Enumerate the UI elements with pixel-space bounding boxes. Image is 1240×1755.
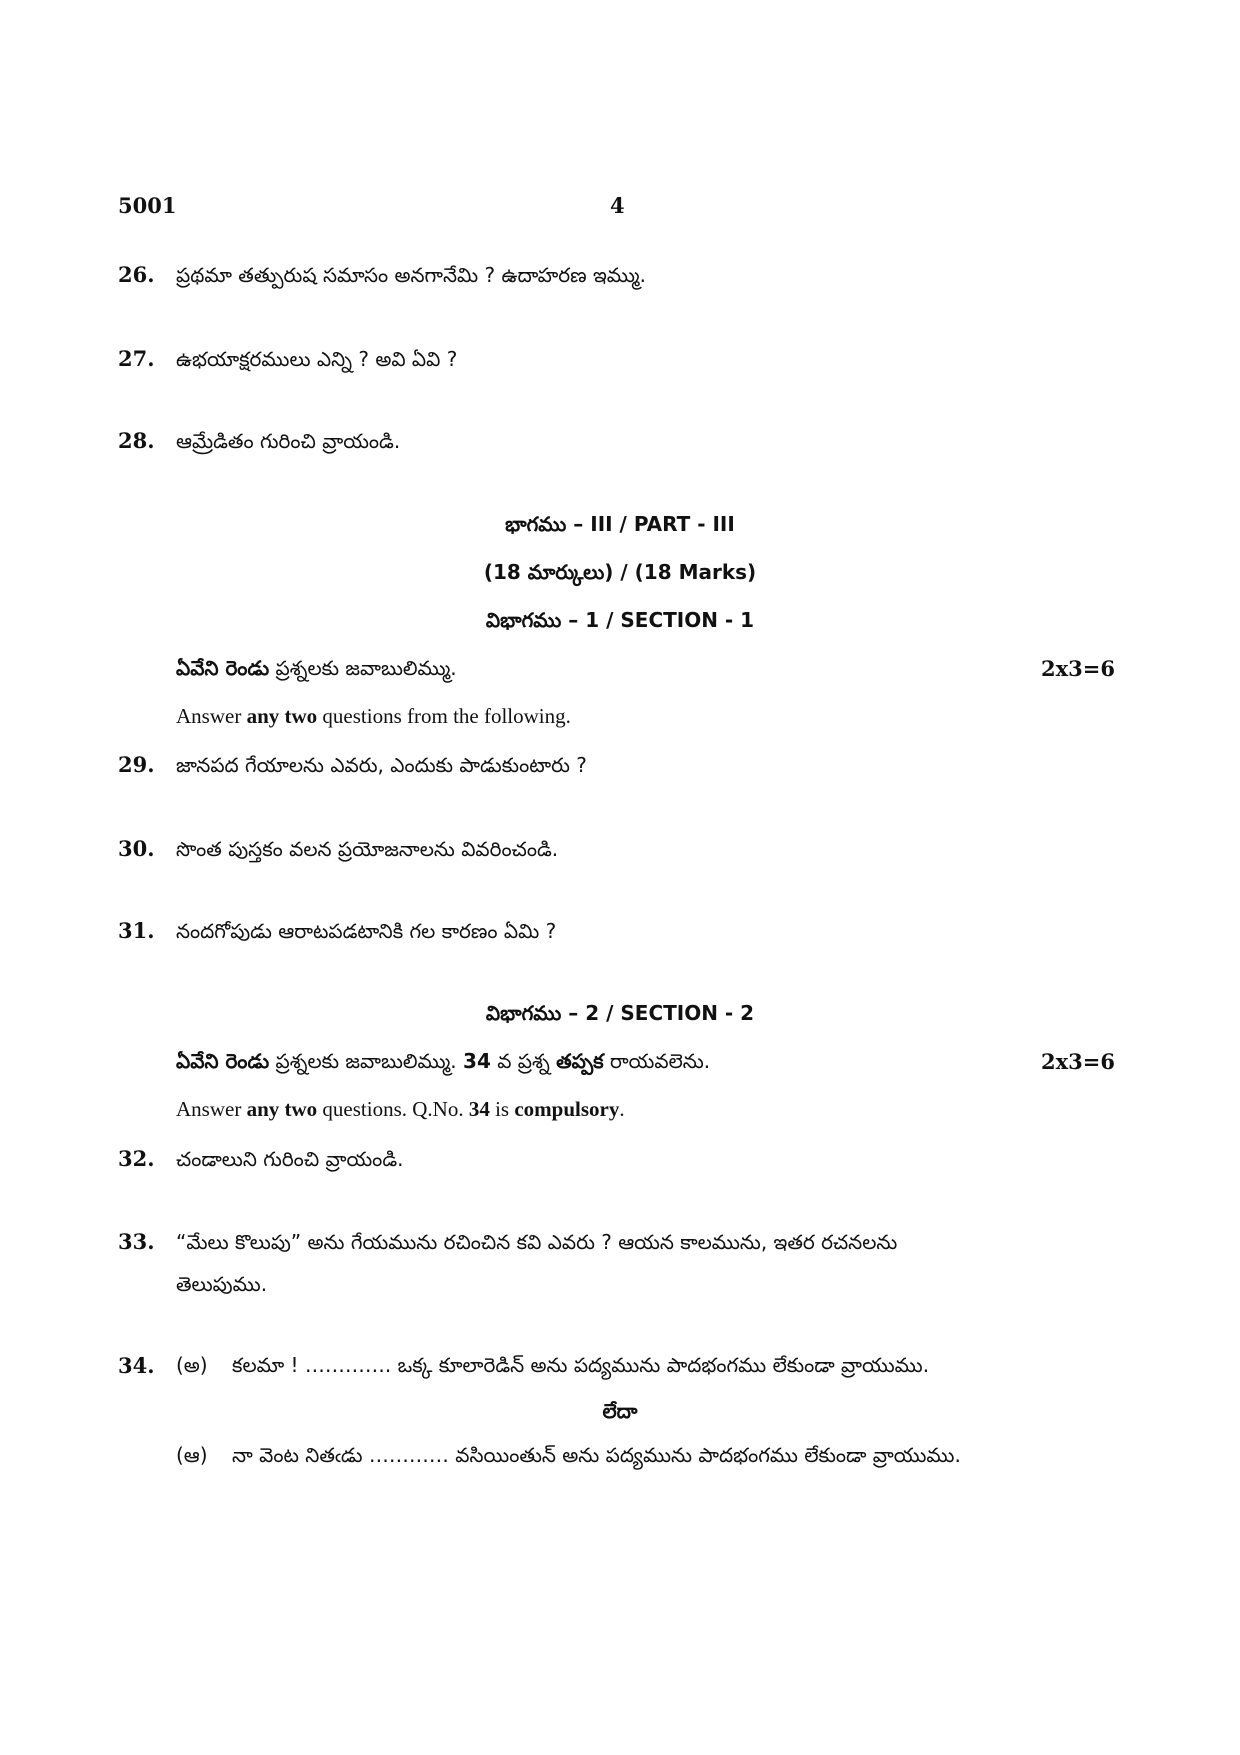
question-number: 26. — [118, 262, 155, 287]
part-title: భాగము – III / PART - III — [505, 512, 735, 536]
question-28 — [118, 428, 400, 458]
question-33 — [118, 1229, 897, 1259]
option-label: (అ) — [176, 1353, 208, 1377]
question-text: జానపద గేయాలను ఎవరు, ఎందుకు పాడుకుంటారు ? — [176, 753, 587, 777]
question-text: ప్రథమా తత్పురుష సమాసం అనగానేమి ? ఉదాహరణ ఇమ్ము. — [176, 263, 646, 287]
section-1-instruction: ఏవేని రెండు ప్రశ్నలకు జవాబులిమ్ము. — [176, 656, 457, 680]
question-34-option-a — [176, 1353, 929, 1382]
section-2-marks: 2x3=6 — [1041, 1049, 1115, 1074]
question-text: చండాలుని గురించి వ్రాయండి. — [176, 1147, 404, 1171]
question-number: 34. — [118, 1353, 155, 1378]
question-number: 32. — [118, 1146, 155, 1171]
question-number: 33. — [118, 1229, 155, 1254]
question-text: “మేలు కొలుపు” అను గేయమును రచించిన కవి ఎవరు ? ఆయన కాలమును, ఇతర రచనలను — [176, 1230, 898, 1254]
section-2-english-instruction: Answer any two questions. Q.No. 34 is compulsory. — [176, 1097, 625, 1121]
option-label: (ఆ) — [176, 1443, 208, 1467]
section-2-instruction: ఏవేని రెండు ప్రశ్నలకు జవాబులిమ్ము. 34 వ ప్రశ్న తప్పక రాయవలెను. — [176, 1049, 711, 1073]
question-text: ఉభయాక్షరములు ఎన్ని ? అవి ఏవి ? — [176, 347, 458, 371]
question-text: నందగోపుడు ఆరాటపడటానికి గల కారణం ఏమి ? — [176, 919, 557, 943]
page-number: 4 — [610, 193, 625, 218]
question-number: 30. — [118, 836, 155, 861]
question-29 — [118, 752, 587, 782]
question-number: 31. — [118, 918, 155, 943]
question-26 — [118, 262, 646, 292]
section-1-english-instruction: Answer any two questions from the following. — [176, 704, 571, 728]
section-2-title: విభాగము – 2 / SECTION - 2 — [485, 1001, 755, 1025]
option-text: నా వెంట నితఁడు ………… వసియింతున్ అను పద్యమును పాదభంగము లేకుండా వ్రాయుము. — [232, 1443, 961, 1467]
question-text: ఆమ్రేడితం గురించి వ్రాయండి. — [176, 429, 401, 453]
section-1-marks: 2x3=6 — [1041, 656, 1115, 681]
question-number: 27. — [118, 346, 155, 371]
question-text: సొంత పుస్తకం వలన ప్రయోజనాలను వివరించండి. — [176, 837, 559, 861]
or-separator: లేదా — [602, 1399, 638, 1423]
question-number: 29. — [118, 752, 155, 777]
question-30 — [118, 836, 558, 866]
section-1-title: విభాగము – 1 / SECTION - 1 — [485, 608, 755, 632]
question-27 — [118, 346, 457, 376]
question-34-option-b — [176, 1443, 961, 1472]
question-32 — [118, 1146, 403, 1176]
question-33-continuation: తెలుపుము. — [176, 1272, 268, 1296]
question-31 — [118, 918, 556, 948]
paper-code: 5001 — [118, 193, 177, 218]
option-text: కలమా ! …………. ఒక్క కూలారెడిన్ అను పద్యమును పాదభంగము లేకుండా వ్రాయుము. — [232, 1353, 930, 1377]
question-34 — [118, 1353, 176, 1378]
question-number: 28. — [118, 428, 155, 453]
part-marks: (18 మార్కులు) / (18 Marks) — [483, 560, 757, 584]
